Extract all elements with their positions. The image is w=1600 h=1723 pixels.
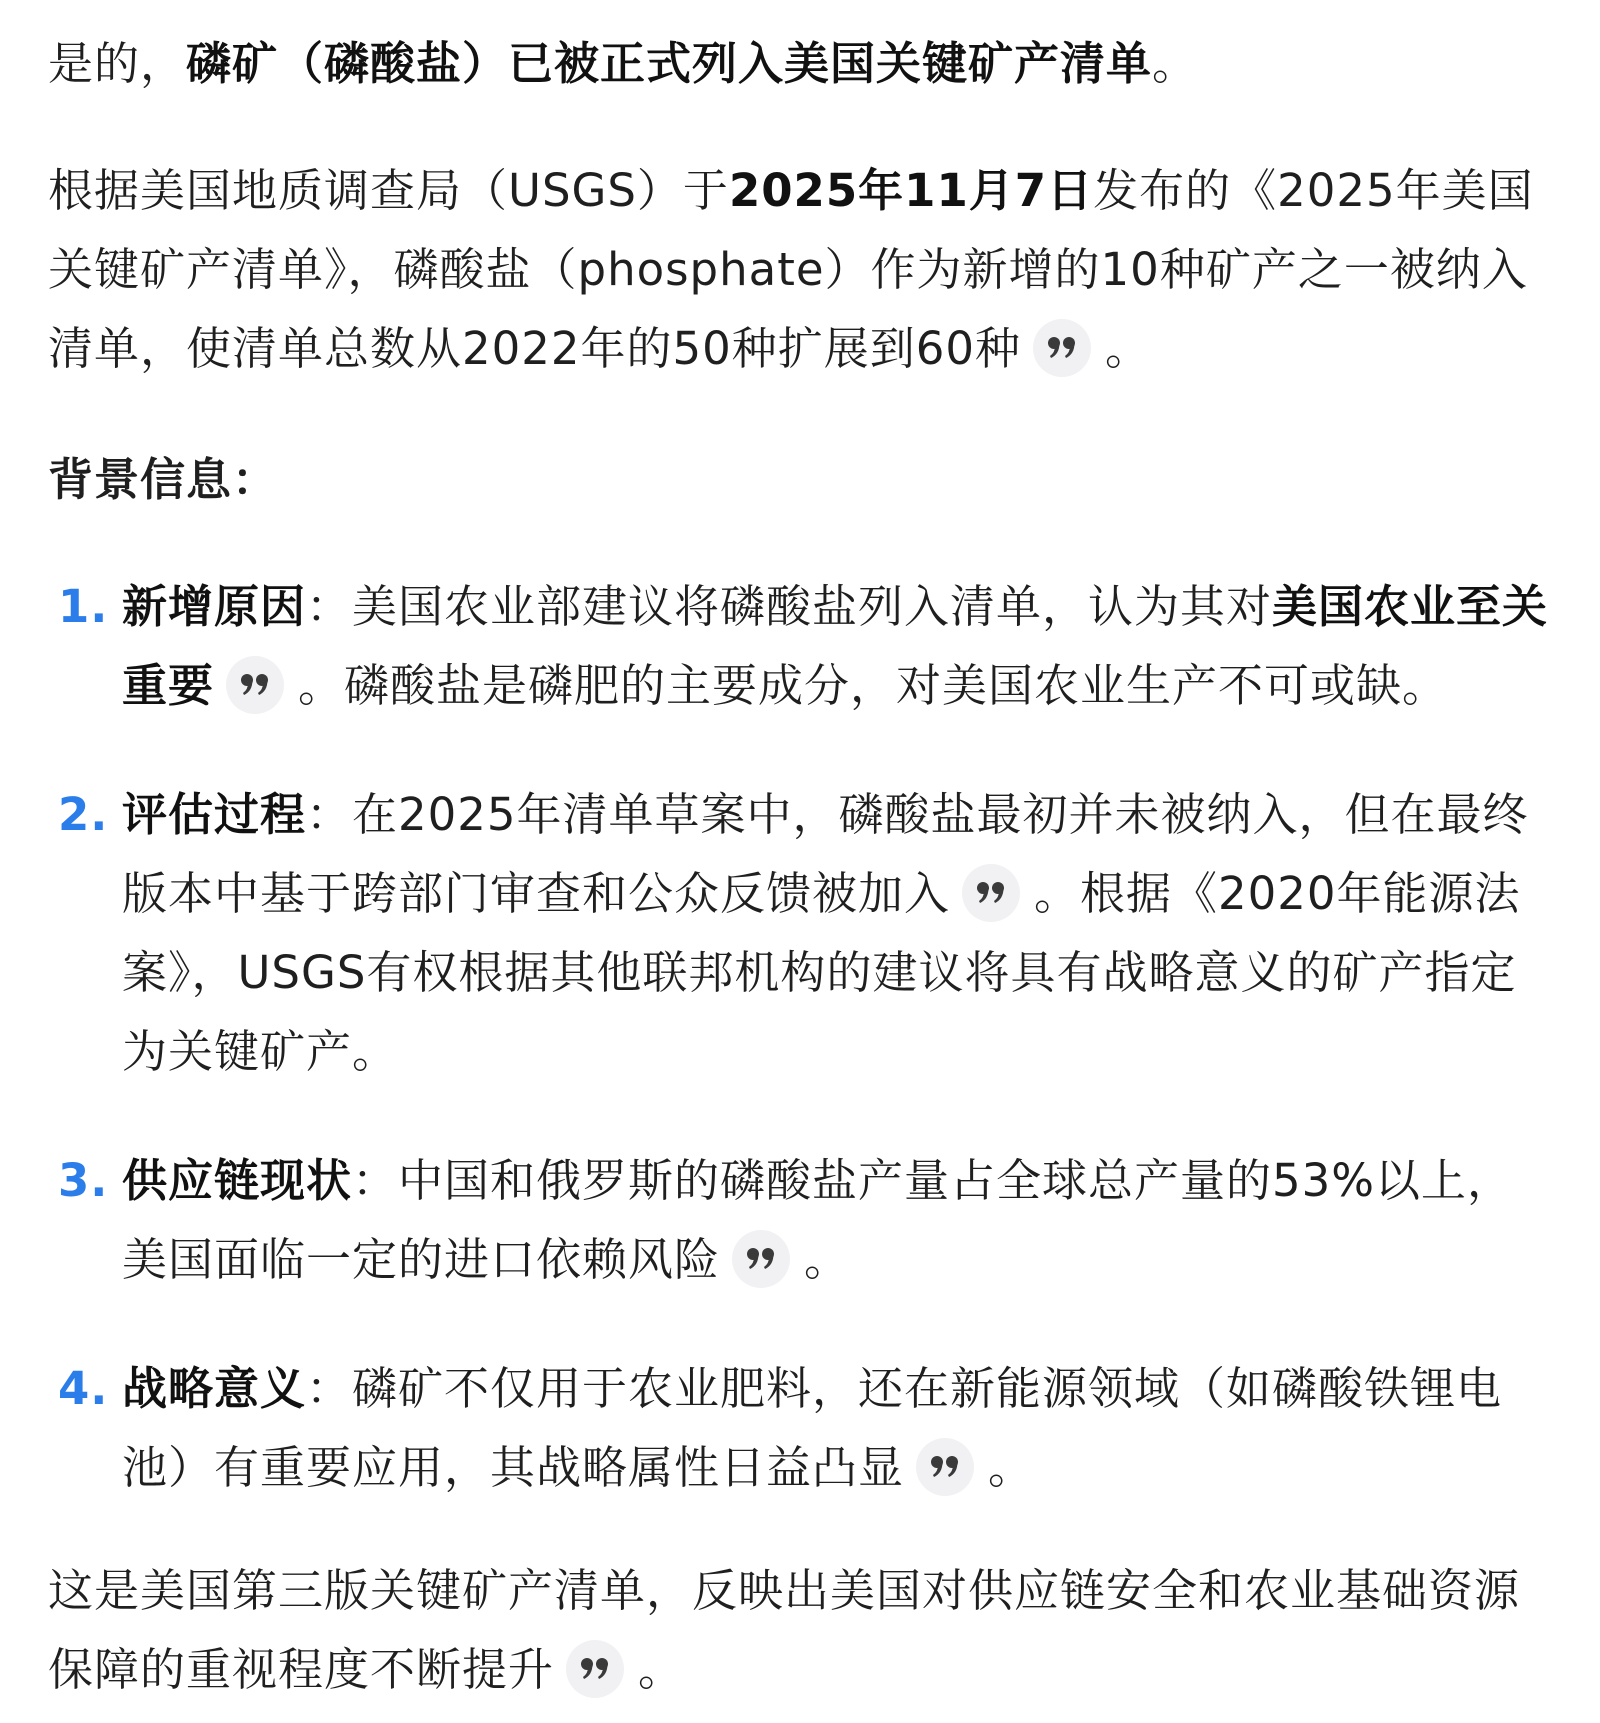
list-item — [48, 775, 1552, 1091]
item-text-tail: 。根据《2020年能源法案》，USGS有权根据其他联邦机构的建议将具有战略意义的矿产指定为关键矿产。 — [122, 867, 1521, 1078]
list-number: 4. — [58, 1362, 109, 1415]
intro-bold-text: 磷矿（磷酸盐）已被正式列入美国关键矿产清单 — [186, 37, 1153, 90]
item-text: 美国农业部建议将磷酸盐列入清单，认为其对 — [352, 580, 1273, 633]
quote-citation-icon[interactable] — [732, 1230, 790, 1288]
background-heading: 背景信息： — [48, 453, 279, 506]
item-separator: ： — [352, 1154, 399, 1207]
release-date: 2025年11月7日 — [728, 164, 1094, 217]
quote-citation-icon[interactable] — [962, 864, 1020, 922]
item-text: 中国和俄罗斯的磷酸盐产量占全球总产量的53%以上，美国面临一定的进口依赖风险 — [122, 1154, 1514, 1286]
intro-paragraph — [48, 24, 1552, 103]
final-period: 。 — [638, 1643, 685, 1696]
item-separator: ： — [306, 788, 353, 841]
list-number: 2. — [58, 788, 109, 841]
list-item — [48, 1349, 1552, 1507]
item-text-tail: 。磷酸盐是磷肥的主要成分，对美国农业生产不可或缺。 — [298, 659, 1449, 712]
intro-period: 。 — [1152, 37, 1199, 90]
list-item — [48, 1141, 1552, 1299]
main-period: 。 — [1105, 322, 1152, 375]
main-paragraph — [48, 151, 1552, 388]
quote-citation-icon[interactable] — [566, 1640, 624, 1698]
quote-citation-icon[interactable] — [916, 1438, 974, 1496]
quote-citation-icon[interactable] — [1033, 319, 1091, 377]
list-number: 1. — [58, 580, 109, 633]
list-number: 3. — [58, 1154, 109, 1207]
item-text: 磷矿不仅用于农业肥料，还在新能源领域（如磷酸铁锂电池）有重要应用，其战略属性日益凸显 — [122, 1362, 1503, 1494]
item-separator: ： — [306, 1362, 353, 1415]
item-label: 供应链现状 — [122, 1154, 353, 1207]
item-text-tail: 。 — [804, 1233, 851, 1286]
intro-text: 是的， — [48, 37, 187, 90]
background-list — [48, 567, 1552, 1507]
item-text-tail: 。 — [988, 1441, 1035, 1494]
quote-citation-icon[interactable] — [226, 656, 284, 714]
final-text: 这是美国第三版关键矿产清单，反映出美国对供应链安全和农业基础资源保障的重视程度不断提升 — [48, 1564, 1521, 1696]
item-separator: ： — [306, 580, 353, 633]
item-label: 战略意义 — [122, 1362, 307, 1415]
item-text: 在2025年清单草案中，磷酸盐最初并未被纳入，但在最终版本中基于跨部门审查和公众反馈被加入 — [122, 788, 1529, 920]
item-bold-text: 美国农业至关重要 — [122, 580, 1549, 712]
final-paragraph — [48, 1551, 1552, 1709]
item-label: 评估过程 — [122, 788, 307, 841]
list-item — [48, 567, 1552, 725]
item-label: 新增原因 — [122, 580, 307, 633]
main-text-1: 根据美国地质调查局（USGS）于 — [48, 164, 729, 217]
main-text-2: 发布的《2025年美国关键矿产清单》，磷酸盐（phosphate）作为新增的10种矿产之一被纳入清单，使清单总数从2022年的50种扩展到60种 — [48, 164, 1534, 375]
